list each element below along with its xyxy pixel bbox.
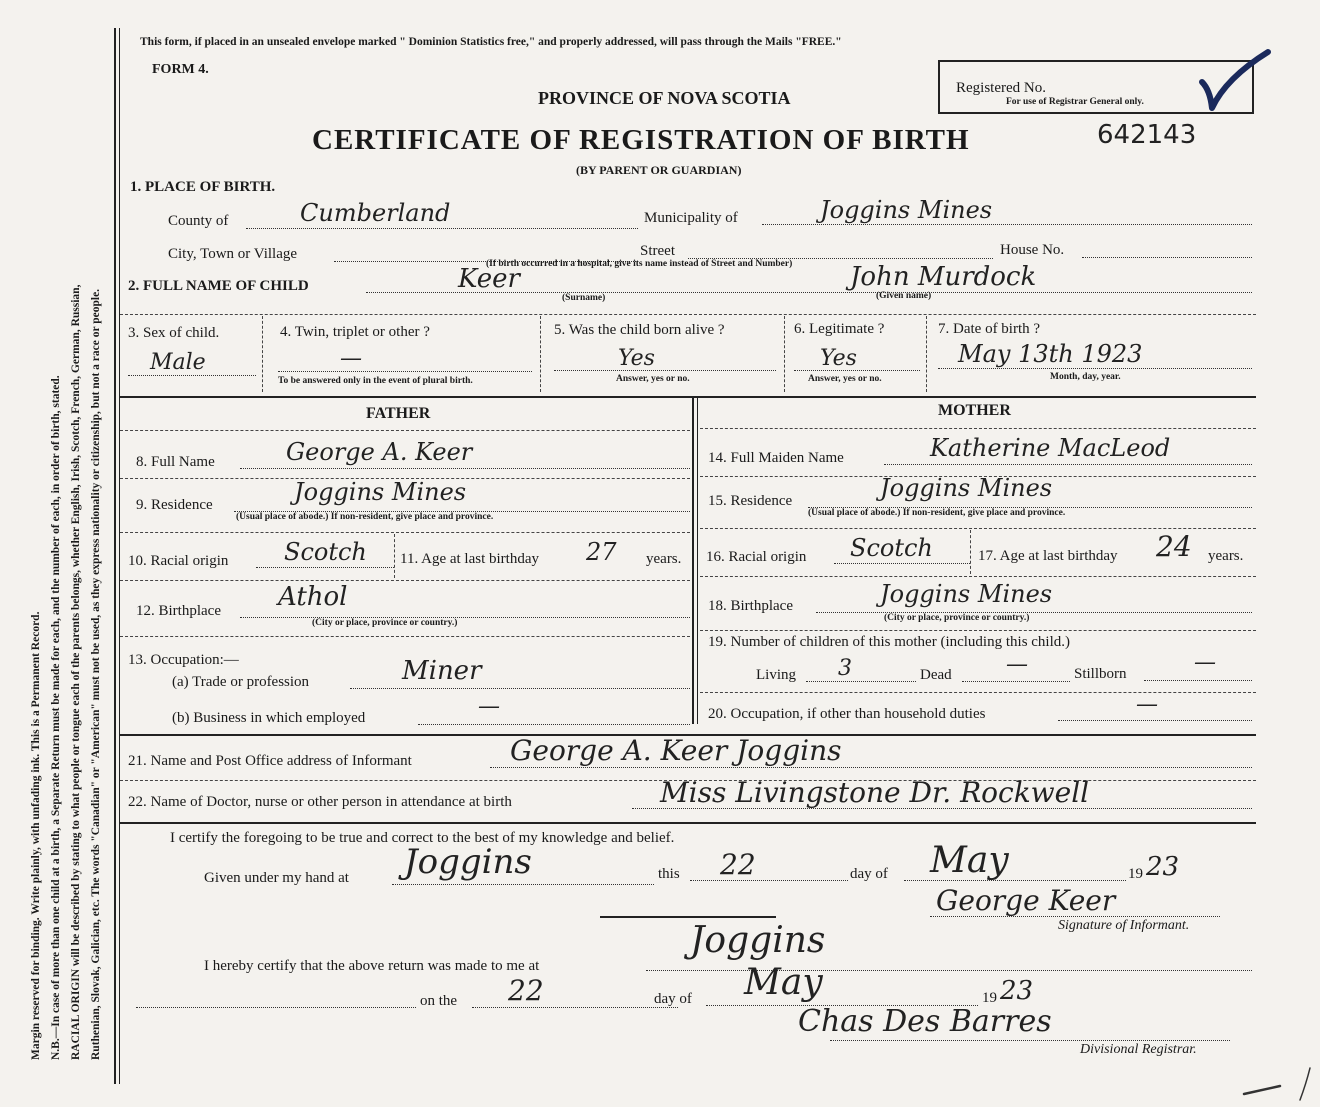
registrar-signature: Chas Des Barres — [798, 1004, 1052, 1039]
informant-signature-caption: Signature of Informant. — [1058, 918, 1190, 933]
mother-age-label: 17. Age at last birthday — [978, 548, 1118, 564]
cert-year-value: 23 — [1146, 852, 1180, 882]
doctor-label: 22. Name of Doctor, nurse or other person in attendance at birth — [128, 794, 512, 810]
legitimate-label: 6. Legitimate ? — [794, 321, 885, 337]
main-rule-1 — [120, 396, 1256, 398]
child-surname-value: Keer — [458, 264, 520, 294]
cert-day-of-label: day of — [850, 866, 888, 882]
certificate-subtitle: (BY PARENT OR GUARDIAN) — [576, 163, 742, 177]
father-name-value: George A. Keer — [286, 438, 473, 466]
born-alive-value: Yes — [618, 346, 655, 371]
dead-label: Dead — [920, 667, 952, 683]
mother-birthplace-note: (City or place, province or country.) — [884, 613, 1030, 623]
father-row-line-4 — [120, 636, 690, 637]
date-of-birth-note: Month, day, year. — [1050, 372, 1121, 382]
father-residence-value: Joggins Mines — [294, 478, 467, 506]
margin-note-nationality: Ruthenian, Slovak, Galician, etc. The words "Canadian" or "American" must not be used, as they express nationality or citizenship, but not a race or people. — [90, 288, 102, 1060]
registrar-day-of-label: day of — [654, 991, 692, 1007]
mother-racial-origin-label: 16. Racial origin — [706, 549, 807, 565]
given-under-hand-label: Given under my hand at — [204, 870, 349, 886]
father-birthplace-line — [240, 617, 690, 618]
mother-racial-origin-line — [834, 563, 970, 564]
mother-birthplace-value: Joggins Mines — [880, 580, 1053, 608]
binding-margin-line — [114, 28, 116, 1084]
surname-caption: (Surname) — [562, 293, 606, 303]
twin-value: — — [340, 346, 362, 371]
child-name-label: 2. FULL NAME OF CHILD — [128, 278, 309, 294]
parents-divider-inner — [697, 398, 698, 724]
place-of-birth-heading: 1. PLACE OF BIRTH. — [130, 179, 276, 195]
legitimate-value: Yes — [820, 346, 857, 371]
father-name-line — [240, 468, 690, 469]
margin-note-binding: Margin reserved for binding. Write plainly, with unfading ink. This is a Permanent Record. — [30, 611, 42, 1060]
living-value: 3 — [838, 656, 852, 681]
sex-line — [128, 375, 256, 376]
father-age-label: 11. Age at last birthday — [400, 551, 539, 567]
mother-age-divider — [970, 530, 971, 574]
father-row-line-0 — [120, 430, 690, 431]
living-label: Living — [756, 667, 796, 683]
legitimate-line — [794, 370, 920, 371]
registrar-place-value: Joggins — [690, 920, 826, 961]
mother-racial-origin-value: Scotch — [850, 534, 933, 562]
county-label: County of — [168, 213, 229, 229]
mother-name-line — [884, 464, 1252, 465]
registrar-day-value: 22 — [508, 974, 544, 1007]
mother-children-label: 19. Number of children of this mother (including this child.) — [708, 634, 1071, 650]
father-trade-value: Miner — [402, 656, 482, 686]
informant-signature: George Keer — [936, 884, 1116, 917]
father-racial-origin-line — [256, 567, 394, 568]
father-racial-origin-label: 10. Racial origin — [128, 553, 229, 569]
born-alive-line — [554, 370, 776, 371]
municipality-line — [762, 224, 1252, 225]
father-age-divider — [394, 534, 395, 578]
mother-name-label: 14. Full Maiden Name — [708, 450, 844, 466]
street-label: Street — [640, 243, 675, 259]
father-residence-note: (Usual place of abode.) If non-resident, give place and province. — [236, 512, 494, 522]
mother-birthplace-label: 18. Birthplace — [708, 598, 793, 614]
mother-residence-label: 15. Residence — [708, 493, 793, 509]
parents-divider — [692, 398, 694, 724]
date-of-birth-line — [938, 368, 1252, 369]
on-the-label: on the — [420, 993, 458, 1009]
mother-name-value: Katherine MacLeod — [930, 434, 1171, 462]
checkmark-icon — [1196, 48, 1276, 114]
father-row-line-3 — [120, 580, 690, 581]
father-years-label: years. — [646, 551, 682, 567]
stillborn-label: Stillborn — [1074, 666, 1127, 682]
father-birthplace-note: (City or place, province or country.) — [312, 618, 458, 628]
father-row-line-2 — [120, 532, 690, 533]
mail-notice: This form, if placed in an unsealed envelope marked " Dominion Statistics free," and properly addressed, will pass through the Mails "FREE." — [140, 36, 842, 48]
doctor-value: Miss Livingstone Dr. Rockwell — [660, 776, 1090, 809]
county-value: Cumberland — [300, 199, 451, 227]
col-divider-4 — [926, 316, 927, 392]
informant-line — [490, 767, 1252, 768]
stamped-number: 642143 — [1097, 120, 1197, 150]
hospital-note: (If birth occurred in a hospital, give its name instead of Street and Number) — [486, 259, 793, 269]
registrar-signature-line — [830, 1040, 1230, 1041]
cert-day-line — [690, 880, 848, 881]
sex-value: Male — [150, 350, 206, 375]
father-business-value: — — [478, 694, 500, 719]
mother-birthplace-line — [816, 612, 1252, 613]
mother-occupation-value: — — [1136, 692, 1158, 717]
stillborn-line — [1144, 680, 1252, 681]
father-business-label: (b) Business in which employed — [172, 710, 366, 726]
col-divider-1 — [262, 316, 263, 392]
father-birthplace-label: 12. Birthplace — [136, 603, 221, 619]
given-place-line — [392, 884, 654, 885]
father-residence-label: 9. Residence — [136, 497, 213, 513]
municipality-value: Joggins Mines — [820, 196, 993, 224]
informant-signature-line — [930, 916, 1220, 917]
mother-occupation-line — [1058, 720, 1252, 721]
born-alive-label: 5. Was the child born alive ? — [554, 322, 725, 338]
informant-label: 21. Name and Post Office address of Informant — [128, 753, 412, 769]
born-alive-note: Answer, yes or no. — [616, 374, 690, 384]
informant-value: George A. Keer Joggins — [510, 734, 842, 767]
mother-row-line-5 — [700, 692, 1256, 693]
house-number-line — [1082, 257, 1252, 258]
registrar-place-line — [646, 970, 1252, 971]
margin-note-racial-origin: RACIAL ORIGIN will be described by stating to what people or tongue each of the parents belongs, whether English, Irish, Scotch, French, German, Russian, — [70, 284, 82, 1060]
living-line — [806, 681, 916, 682]
twin-line — [278, 371, 532, 372]
father-heading: FATHER — [366, 405, 431, 422]
given-name-caption: (Given name) — [876, 291, 932, 301]
mother-occupation-label: 20. Occupation, if other than household duties — [708, 706, 986, 722]
registrar-caption: Divisional Registrar. — [1080, 1042, 1197, 1057]
this-label: this — [658, 866, 680, 882]
registrar-year-prefix: 19 — [982, 990, 997, 1006]
certify-statement: I certify the foregoing to be true and correct to the best of my knowledge and belief. — [170, 830, 675, 846]
registered-number-label: Registered No. — [956, 80, 1046, 96]
cert-day-value: 22 — [720, 848, 756, 881]
county-line — [246, 228, 638, 229]
twin-note: To be answered only in the event of plural birth. — [278, 376, 473, 386]
date-of-birth-value: May 13th 1923 — [958, 340, 1143, 368]
main-rule-3 — [120, 822, 1256, 824]
dead-line — [962, 681, 1070, 682]
binding-margin-line-inner — [119, 28, 120, 1084]
mother-residence-note: (Usual place of abode.) If non-resident, give place and province. — [808, 508, 1066, 518]
given-place-value: Joggins — [404, 842, 532, 882]
father-trade-label: (a) Trade or profession — [172, 674, 310, 690]
date-of-birth-label: 7. Date of birth ? — [938, 321, 1041, 337]
mother-residence-value: Joggins Mines — [880, 474, 1053, 502]
twin-label: 4. Twin, triplet or other ? — [280, 324, 430, 340]
cert-year-prefix: 19 — [1128, 866, 1143, 882]
registrar-only-note: For use of Registrar General only. — [1006, 97, 1144, 107]
dead-value: — — [1006, 652, 1028, 677]
registrar-statement: I hereby certify that the above return was made to me at — [204, 958, 540, 974]
mother-heading: MOTHER — [938, 402, 1011, 419]
stillborn-value: — — [1194, 650, 1216, 675]
registrar-day-line — [472, 1007, 678, 1008]
certificate-title: CERTIFICATE OF REGISTRATION OF BIRTH — [312, 124, 970, 156]
row-divider-top — [120, 314, 1256, 315]
father-name-label: 8. Full Name — [136, 454, 215, 470]
form-number: FORM 4. — [152, 62, 209, 77]
registrar-year-value: 23 — [1000, 976, 1034, 1006]
mother-years-label: years. — [1208, 548, 1244, 564]
mother-row-line-3 — [700, 576, 1256, 577]
mother-row-line-4 — [700, 630, 1256, 631]
father-trade-line — [350, 688, 690, 689]
registrar-month-value: May — [744, 962, 823, 1003]
col-divider-3 — [784, 316, 785, 392]
margin-note-multiple-births: N.B.—In case of more than one child at a birth, a Separate Return must be made for each, and the number of each, in order of birth, stated. — [50, 375, 62, 1060]
sex-label: 3. Sex of child. — [128, 325, 220, 341]
legitimate-note: Answer, yes or no. — [808, 374, 882, 384]
father-occupation-label: 13. Occupation:— — [128, 652, 239, 668]
mother-row-line-2 — [700, 528, 1256, 529]
father-age-value: 27 — [586, 538, 617, 566]
blank-signature-rule — [600, 916, 776, 918]
cert-month-value: May — [930, 840, 1009, 881]
father-birthplace-value: Athol — [278, 582, 348, 612]
col-divider-2 — [540, 316, 541, 392]
pencil-mark-icon — [1240, 1064, 1316, 1104]
father-business-line — [418, 724, 690, 725]
city-label: City, Town or Village — [168, 246, 298, 262]
municipality-label: Municipality of — [644, 210, 738, 226]
child-given-name-value: John Murdock — [850, 262, 1037, 292]
registrar-leading-line — [136, 1007, 416, 1008]
province-title: PROVINCE OF NOVA SCOTIA — [538, 88, 791, 108]
mother-row-line-0 — [700, 428, 1256, 429]
father-racial-origin-value: Scotch — [284, 538, 367, 566]
house-number-label: House No. — [1000, 242, 1065, 258]
mother-age-value: 24 — [1156, 530, 1192, 563]
